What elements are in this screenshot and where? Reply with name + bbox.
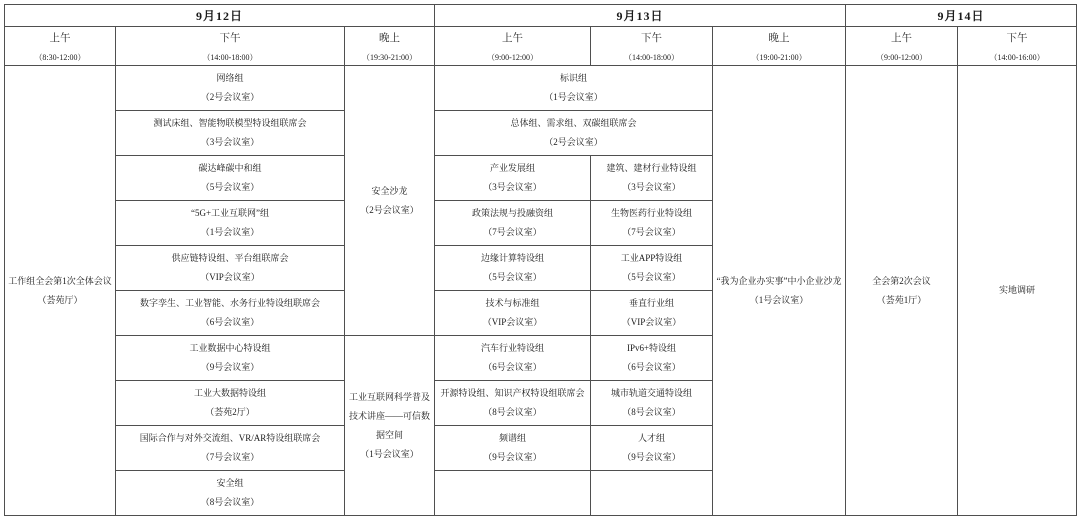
session-title: 网络组 [216, 73, 244, 83]
session-room: （5号会议室） [622, 272, 681, 282]
session-room: （荟苑厅） [37, 294, 83, 305]
session-cell [116, 66, 345, 111]
session-title: 建筑、建材行业特设组 [606, 163, 697, 173]
session-title: 标识组 [560, 73, 588, 83]
session-room: （6号会议室） [622, 362, 681, 372]
session-cell [116, 201, 345, 246]
session-title: 边缘计算特设组 [481, 253, 545, 263]
period-time: （14:00-16:00） [989, 52, 1045, 62]
session-title: 城市轨道交通特设组 [611, 388, 693, 398]
session-title: 实地调研 [999, 285, 1036, 295]
session-cell [116, 291, 345, 336]
date-label: 9月13日 [616, 9, 664, 23]
session-title: 安全沙龙 [371, 185, 408, 196]
session-cell [591, 426, 713, 471]
session-room: （6号会议室） [200, 317, 260, 327]
period-label: 晚上 [768, 32, 790, 44]
session-cell [116, 246, 345, 291]
session-cell-empty [591, 471, 713, 516]
session-cell-d12-plenary [5, 66, 116, 516]
session-title: 技术与标准组 [485, 298, 540, 308]
session-title: IPv6+特设组 [626, 343, 677, 353]
date-header-row [5, 5, 1077, 27]
session-room: （5号会议室） [200, 182, 260, 192]
session-cell [116, 111, 345, 156]
period-time: （9:00-12:00） [486, 52, 539, 62]
session-title: 汽车行业特设组 [481, 343, 545, 353]
session-title: 数字孪生、工业智能、水务行业特设组联席会 [139, 298, 320, 308]
date-header-sep13 [435, 5, 846, 27]
session-cell [435, 156, 591, 201]
session-room: （1号会议室） [749, 294, 809, 305]
period-time: （14:00-18:00） [202, 52, 258, 62]
period-header-row [5, 27, 1077, 66]
session-cell [116, 156, 345, 201]
session-room: （7号会议室） [622, 227, 681, 237]
period-header-d14-afternoon [958, 27, 1077, 66]
session-cell-d12-evening-salon [345, 66, 435, 336]
session-cell [116, 381, 345, 426]
period-label: 下午 [1006, 32, 1028, 44]
session-cell [435, 201, 591, 246]
schedule-row [5, 66, 1077, 111]
period-time: （19:00-21:00） [751, 52, 807, 62]
session-title: 人才组 [638, 433, 666, 443]
session-cell-d12-evening-lecture [345, 336, 435, 516]
session-cell [435, 336, 591, 381]
session-room: （8号会议室） [622, 407, 681, 417]
session-room: （3号会议室） [622, 182, 681, 192]
session-room: （8号会议室） [200, 497, 260, 507]
session-title: 产业发展组 [490, 163, 536, 173]
session-cell [116, 426, 345, 471]
session-title: 频谱组 [499, 433, 527, 443]
session-cell [435, 426, 591, 471]
session-cell [116, 471, 345, 516]
period-time: （8:30-12:00） [34, 52, 86, 62]
session-title: 工业数据中心特设组 [189, 343, 271, 353]
session-room: （2号会议室） [360, 204, 419, 215]
session-title: 国际合作与对外交流组、VR/AR特设组联席会 [139, 433, 321, 443]
session-cell-empty [435, 471, 591, 516]
session-title: 工业APP特设组 [620, 253, 683, 263]
session-title: 供应链特设组、平台组联席会 [171, 253, 289, 263]
session-room: （7号会议室） [483, 227, 542, 237]
session-room: （9号会议室） [200, 362, 260, 372]
session-room: （8号会议室） [483, 407, 542, 417]
period-label: 上午 [49, 32, 71, 44]
period-label: 晚上 [379, 32, 400, 44]
session-room: （荟苑1厅） [876, 294, 927, 305]
date-header-sep14 [846, 5, 1077, 27]
session-cell [591, 156, 713, 201]
session-cell [435, 111, 713, 156]
period-time: （14:00-18:00） [623, 52, 680, 62]
session-title: 垂直行业组 [629, 298, 675, 308]
session-room: （1号会议室） [544, 92, 603, 102]
session-cell [435, 381, 591, 426]
period-header-d14-morning [846, 27, 958, 66]
session-cell [435, 246, 591, 291]
period-label: 上午 [891, 32, 913, 44]
session-room: （VIP会议室） [482, 317, 543, 327]
session-title: 碳达峰碳中和组 [198, 163, 262, 173]
session-room: （1号会议室） [200, 227, 260, 237]
date-header-sep12 [5, 5, 435, 27]
period-header-d12-afternoon [116, 27, 345, 66]
session-room: （9号会议室） [622, 452, 681, 462]
session-room: （5号会议室） [483, 272, 542, 282]
session-title: 全会第2次会议 [872, 275, 931, 286]
period-label: 下午 [641, 32, 663, 44]
session-room: （3号会议室） [483, 182, 542, 192]
period-label: 上午 [502, 32, 524, 44]
session-cell [591, 291, 713, 336]
session-cell-d14-plenary [846, 66, 958, 516]
session-cell [591, 381, 713, 426]
session-room: （荟苑2厅） [205, 407, 255, 417]
date-label: 9月14日 [937, 9, 985, 23]
session-title: 工业互联网科学普及技术讲座——可信数据空间 [349, 391, 431, 440]
session-room: （VIP会议室） [200, 272, 260, 282]
session-title: 测试床组、智能物联模型特设组联席会 [153, 118, 307, 128]
session-room: （VIP会议室） [621, 317, 682, 327]
session-room: （9号会议室） [483, 452, 542, 462]
session-cell [435, 66, 713, 111]
session-title: 工业大数据特设组 [193, 388, 266, 398]
period-header-d12-evening [345, 27, 435, 66]
session-cell [591, 336, 713, 381]
session-title: “我为企业办实事”中小企业沙龙 [716, 275, 842, 286]
date-label: 9月12日 [196, 9, 244, 23]
session-title: 政策法规与投融资组 [472, 208, 554, 218]
period-header-d13-evening [713, 27, 846, 66]
conference-schedule-table [4, 4, 1077, 516]
session-title: 总体组、需求组、双碳组联席会 [510, 118, 637, 128]
period-time: （19:30-21:00） [361, 52, 418, 62]
session-title: 安全组 [216, 478, 244, 488]
period-label: 下午 [219, 32, 241, 44]
session-cell [116, 336, 345, 381]
period-header-d13-afternoon [591, 27, 713, 66]
session-title: 生物医药行业特设组 [611, 208, 693, 218]
session-cell-d14-field-research [958, 66, 1077, 516]
period-time: （9:00-12:00） [875, 52, 928, 62]
session-room: （7号会议室） [200, 452, 260, 462]
session-cell [591, 201, 713, 246]
session-title: 开源特设组、知识产权特设组联席会 [440, 388, 585, 398]
period-header-d13-morning [435, 27, 591, 66]
session-room: （1号会议室） [360, 448, 419, 459]
period-header-d12-morning [5, 27, 116, 66]
session-title: “5G+工业互联网”组 [190, 208, 270, 218]
session-room: （2号会议室） [544, 137, 603, 147]
session-cell [591, 246, 713, 291]
session-cell-d13-evening-salon [713, 66, 846, 516]
session-room: （6号会议室） [483, 362, 542, 372]
session-room: （2号会议室） [200, 92, 260, 102]
session-room: （3号会议室） [200, 137, 260, 147]
session-cell [435, 291, 591, 336]
session-title: 工作组全会第1次全体会议 [8, 275, 112, 286]
